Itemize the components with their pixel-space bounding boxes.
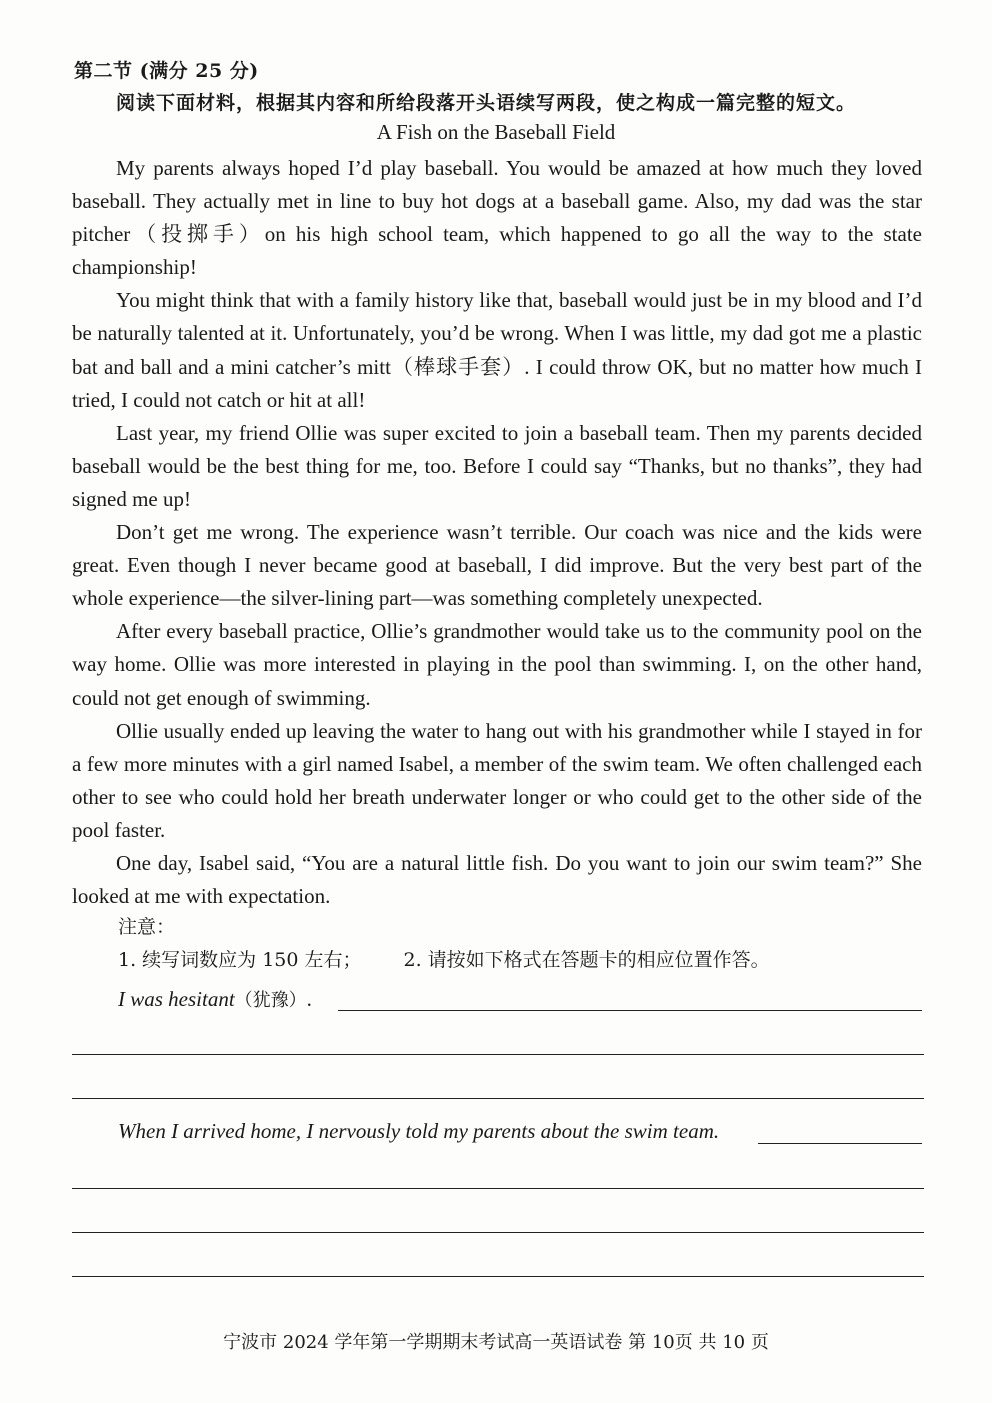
story-paragraph: You might think that with a family history like that, baseball would just be in my blood and I’d be naturally talented at it. Unfortunately, you’d be wrong. When I was little, my dad got me a plastic bat and ball and a mini catcher’s mitt（棒球手套）. I could throw OK, but no matter how much I tried, I could not catch or hit at all! [72, 288, 922, 412]
story-body [72, 152, 922, 913]
page-footer: 宁波市 2024 学年第一学期期末考试高一英语试卷 第 10页 共 10 页 [223, 1332, 769, 1353]
writing-instruction: 阅读下面材料，根据其内容和所给段落开头语续写两段，使之构成一篇完整的短文。 [116, 92, 857, 114]
first-prompt-text: I was hesitant [118, 987, 235, 1011]
story-paragraph: One day, Isabel said, “You are a natural little fish. Do you want to join our swim team?” She looked at me with expectation. [72, 850, 922, 909]
notes-label: 注意： [118, 916, 176, 938]
notes-items [118, 945, 770, 972]
answer-line[interactable] [72, 1054, 924, 1055]
first-prompt-period: . [306, 987, 312, 1011]
story-paragraph: Last year, my friend Ollie was super excited to join a baseball team. Then my parents decided baseball would be the best thing for me, too. Before I could say “Thanks, but no thanks”, they had signed me up! [72, 420, 922, 511]
first-prompt-gloss: （犹豫） [234, 990, 307, 1011]
answer-line[interactable] [758, 1143, 922, 1144]
note-answer-format: 2. 请按如下格式在答题卡的相应位置作答。 [403, 949, 770, 971]
answer-line[interactable] [338, 1010, 922, 1011]
story-paragraph: Ollie usually ended up leaving the water to hang out with his grandmother while I stayed in for a few more minutes with a girl named Isabel, a member of the swim team. We often challenged each other to see who could hold her breath underwater longer or who could get to the other side of the pool faster. [72, 718, 922, 842]
story-title: A Fish on the Baseball Field [376, 120, 616, 144]
answer-line[interactable] [72, 1232, 924, 1233]
answer-line[interactable] [72, 1098, 924, 1099]
note-word-count: 1. 续写词数应为 150 左右； [118, 949, 362, 971]
story-paragraph: My parents always hoped I’d play baseball. You would be amazed at how much they loved baseball. They actually met in line to buy hot dogs at a baseball game. Also, my dad was the star pitcher（投掷手）on his high school team, which happened to go all the way to the state championship! [72, 156, 922, 280]
section-title: 第二节 (满分 25 分) [74, 60, 259, 82]
answer-line[interactable] [72, 1276, 924, 1277]
story-paragraph: After every baseball practice, Ollie’s grandmother would take us to the community pool on the way home. Ollie was more interested in playing in the pool than swimming. I, on the other hand, could not get enough of swimming. [72, 619, 922, 710]
second-paragraph-prompt: When I arrived home, I nervously told my parents about the swim team. [118, 1119, 720, 1143]
answer-line[interactable] [72, 1188, 924, 1189]
story-paragraph: Don’t get me wrong. The experience wasn’t terrible. Our coach was nice and the kids were great. Even though I never became good at baseball, I did improve. But the very best part of the whole experience—the silver-lining part—was something completely unexpected. [72, 520, 922, 611]
first-paragraph-prompt [118, 986, 312, 1012]
